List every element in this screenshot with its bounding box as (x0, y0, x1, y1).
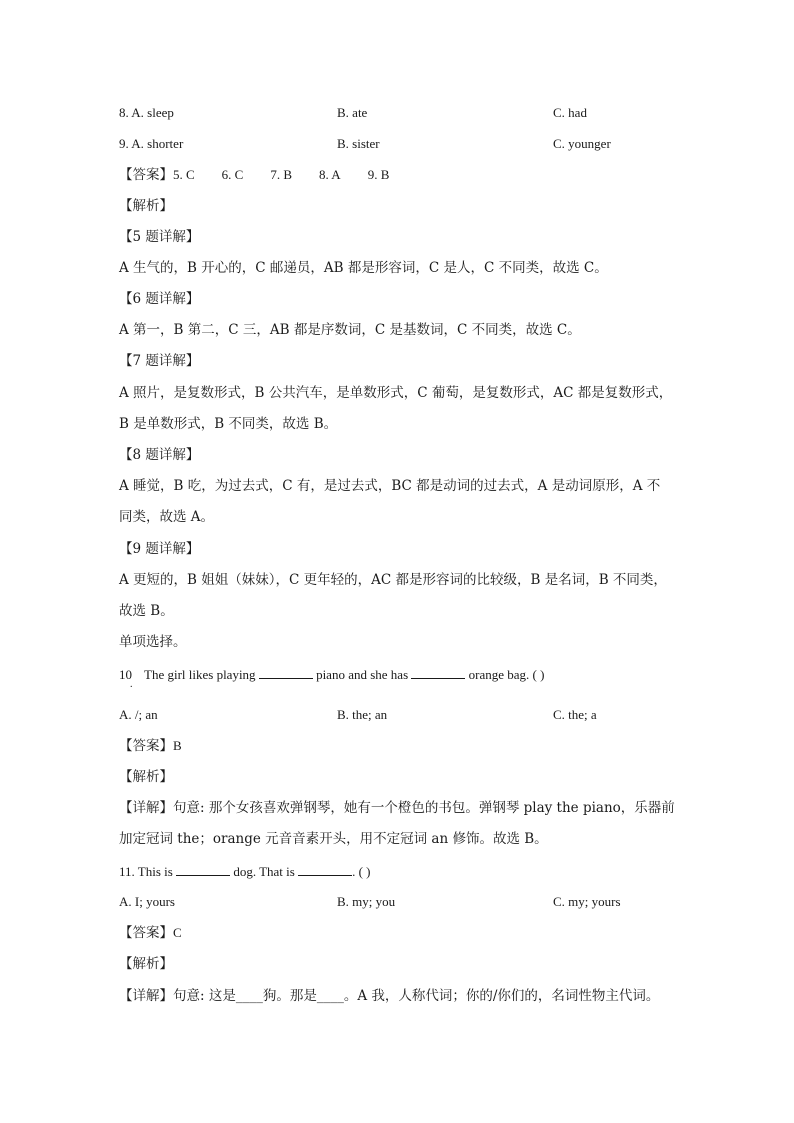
answer-label: 【答案】 (119, 167, 173, 183)
answer-label: 【答案】 (119, 925, 173, 941)
detail-9-heading: 【9 题详解】 (119, 541, 200, 557)
q8-option-b: B. ate (337, 105, 368, 120)
answer-blank (298, 862, 352, 876)
detail-9-body-line-1: A 更短的，B 姐姐（妹妹），C 更年轻的，AC 都是形容词的比较级，B 是名词，B 不同类， (119, 572, 667, 588)
q10-option-b: B. the; an (337, 707, 388, 722)
question-11-text-3: . ( ) (352, 864, 371, 879)
question-number: 10 (119, 667, 132, 682)
detail-8-body-line-2: 同类，故选 A。 (119, 509, 215, 525)
q9-option-a: 9. A. shorter (119, 136, 184, 151)
section-title: 单项选择。 (119, 634, 187, 650)
question-10-stem (119, 665, 544, 684)
question-11-answer (119, 924, 182, 942)
answer-blank (411, 665, 465, 679)
q11-option-b: B. my; you (337, 894, 396, 909)
question-11-text-1: 11. This is (119, 864, 173, 879)
detail-6-heading: 【6 题详解】 (119, 291, 200, 307)
q8-option-c: C. had (553, 105, 587, 120)
q10-option-a: A. /; an (119, 707, 158, 722)
question-10-detail-line-2: 加定冠词 the；orange 元音音素开头，用不定冠词 an 修饰。故选 B。 (119, 831, 548, 847)
detail-8-body-line-1: A 睡觉，B 吃，为过去式，C 有，是过去式，BC 都是动词的过去式，A 是动词原形，A 不 (119, 478, 661, 494)
answer-item: 6. C (221, 167, 244, 182)
question-11-stem (119, 862, 371, 881)
question-10-text-1: The girl likes playing (144, 667, 256, 682)
q11-option-c: C. my; yours (553, 894, 621, 909)
answers-5-9 (119, 166, 389, 184)
question-11-detail-line-1: 【详解】句意: 这是____狗。那是____。A 我，人称代词；你的/你们的，名词性物主代词。 (119, 988, 660, 1004)
answer-item: 8. A (319, 167, 341, 182)
q9-option-b: B. sister (337, 136, 380, 151)
answer-label: 【答案】 (119, 738, 173, 754)
answer-value: C (173, 925, 182, 940)
analysis-heading: 【解析】 (119, 198, 173, 214)
q10-option-c: C. the; a (553, 707, 597, 722)
question-10-detail-line-1: 【详解】句意: 那个女孩喜欢弹钢琴，她有一个橙色的书包。弹钢琴 play the piano，乐器前 (119, 800, 675, 816)
q11-option-a: A. I; yours (119, 894, 175, 909)
question-11-analysis-heading: 【解析】 (119, 956, 173, 972)
answer-blank (259, 665, 313, 679)
detail-9-body-line-2: 故选 B。 (119, 603, 174, 619)
detail-5-body: A 生气的，B 开心的，C 邮递员，AB 都是形容词，C 是人，C 不同类，故选 C。 (119, 260, 608, 276)
question-10-analysis-heading: 【解析】 (119, 769, 173, 785)
detail-5-heading: 【5 题详解】 (119, 229, 200, 245)
question-10-text-2: piano and she has (316, 667, 409, 682)
detail-7-body-line-1: A 照片，是复数形式，B 公共汽车，是单数形式，C 葡萄，是复数形式，AC 都是复数形式， (119, 385, 673, 401)
answer-item: 7. B (270, 167, 293, 182)
q9-option-c: C. younger (553, 136, 611, 151)
detail-7-heading: 【7 题详解】 (119, 353, 200, 369)
question-8-options (119, 104, 719, 122)
detail-8-heading: 【8 题详解】 (119, 447, 200, 463)
answer-value: B (173, 738, 182, 753)
detail-7-body-line-2: B 是单数形式，B 不同类，故选 B。 (119, 416, 338, 432)
q8-option-a: 8. A. sleep (119, 105, 174, 120)
question-11-text-2: dog. That is (233, 864, 295, 879)
question-10-options (119, 706, 719, 724)
question-10-answer (119, 737, 182, 755)
answer-blank (176, 862, 230, 876)
question-11-options (119, 893, 719, 911)
answer-item: 5. C (173, 167, 195, 182)
question-10-dot: . (130, 679, 133, 690)
answer-item: 9. B (367, 167, 390, 182)
question-9-options (119, 135, 719, 153)
question-10-text-3: orange bag. ( ) (468, 667, 545, 682)
detail-6-body: A 第一，B 第二，C 三，AB 都是序数词，C 是基数词，C 不同类，故选 C。 (119, 322, 581, 338)
